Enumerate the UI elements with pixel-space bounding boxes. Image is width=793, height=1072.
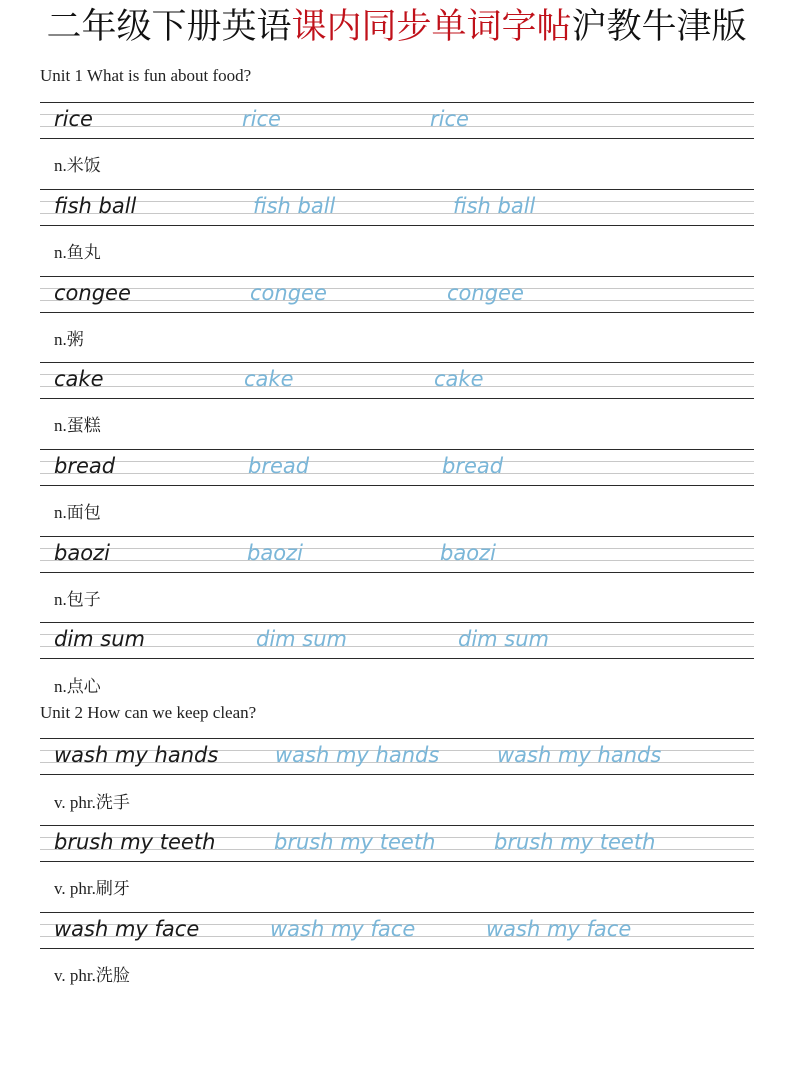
trace-word: baozi <box>440 541 496 565</box>
model-word: cake <box>54 367 104 391</box>
model-word: baozi <box>54 541 110 565</box>
trace-word: rice <box>430 107 469 131</box>
page-title <box>0 4 793 50</box>
word-meaning: n.粥 <box>54 330 84 349</box>
top-rule <box>40 276 754 277</box>
top-rule <box>40 189 754 190</box>
writing-line-block <box>40 825 754 862</box>
trace-word: baozi <box>247 541 303 565</box>
writing-line-block <box>40 912 754 949</box>
writing-line-block <box>40 738 754 775</box>
trace-word: congee <box>447 281 524 305</box>
trace-word: rice <box>242 107 281 131</box>
top-rule <box>40 738 754 739</box>
bottom-rule <box>40 312 754 313</box>
trace-word: dim sum <box>458 627 550 651</box>
word-meaning: n.蛋糕 <box>54 416 101 435</box>
bottom-rule <box>40 398 754 399</box>
writing-line-block <box>40 189 754 226</box>
mid-rule <box>40 114 754 115</box>
mid-rule <box>40 213 754 214</box>
model-word: rice <box>54 107 93 131</box>
mid-rule <box>40 473 754 474</box>
bottom-rule <box>40 861 754 862</box>
bottom-rule <box>40 572 754 573</box>
mid-rule <box>40 201 754 202</box>
writing-line-block <box>40 362 754 399</box>
trace-word: cake <box>434 367 484 391</box>
top-rule <box>40 912 754 913</box>
top-rule <box>40 102 754 103</box>
trace-word: bread <box>248 454 310 478</box>
mid-rule <box>40 386 754 387</box>
mid-rule <box>40 374 754 375</box>
bottom-rule <box>40 658 754 659</box>
unit-heading: Unit 2 How can we keep clean? <box>40 703 257 722</box>
mid-rule <box>40 646 754 647</box>
mid-rule <box>40 634 754 635</box>
model-word: dim sum <box>54 627 146 651</box>
model-word: fish ball <box>54 194 137 218</box>
top-rule <box>40 449 754 450</box>
word-meaning: n.包子 <box>54 590 101 609</box>
word-meaning: v. phr.洗手 <box>54 793 130 812</box>
top-rule <box>40 536 754 537</box>
title-part-highlight: 课内同步单词字帖 <box>291 7 572 47</box>
top-rule <box>40 622 754 623</box>
title-part-grade: 二年级下册英语 <box>46 7 292 47</box>
word-meaning: n.点心 <box>54 677 101 696</box>
bottom-rule <box>40 774 754 775</box>
bottom-rule <box>40 485 754 486</box>
trace-word: bread <box>442 454 504 478</box>
trace-word: wash my hands <box>275 743 440 767</box>
word-meaning: v. phr.刷牙 <box>54 879 130 898</box>
writing-line-block <box>40 536 754 573</box>
bottom-rule <box>40 948 754 949</box>
trace-word: wash my face <box>486 917 632 941</box>
model-word: bread <box>54 454 116 478</box>
word-meaning: n.米饭 <box>54 156 101 175</box>
mid-rule <box>40 560 754 561</box>
top-rule <box>40 825 754 826</box>
word-meaning: n.鱼丸 <box>54 243 101 262</box>
trace-word: brush my teeth <box>494 830 656 854</box>
model-word: brush my teeth <box>54 830 216 854</box>
writing-line-block <box>40 622 754 659</box>
trace-word: fish ball <box>453 194 536 218</box>
trace-word: fish ball <box>253 194 336 218</box>
model-word: congee <box>54 281 131 305</box>
mid-rule <box>40 300 754 301</box>
mid-rule <box>40 461 754 462</box>
word-meaning: n.面包 <box>54 503 101 522</box>
writing-line-block <box>40 276 754 313</box>
unit-heading: Unit 1 What is fun about food? <box>40 66 252 85</box>
mid-rule <box>40 126 754 127</box>
trace-word: dim sum <box>256 627 348 651</box>
model-word: wash my face <box>54 917 200 941</box>
bottom-rule <box>40 225 754 226</box>
model-word: wash my hands <box>54 743 219 767</box>
writing-line-block <box>40 449 754 486</box>
mid-rule <box>40 288 754 289</box>
trace-word: congee <box>250 281 327 305</box>
word-meaning: v. phr.洗脸 <box>54 966 130 985</box>
title-part-edition: 沪教牛津版 <box>571 7 747 47</box>
trace-word: cake <box>244 367 294 391</box>
writing-line-block <box>40 102 754 139</box>
mid-rule <box>40 548 754 549</box>
trace-word: wash my hands <box>497 743 662 767</box>
bottom-rule <box>40 138 754 139</box>
top-rule <box>40 362 754 363</box>
trace-word: brush my teeth <box>274 830 436 854</box>
trace-word: wash my face <box>270 917 416 941</box>
